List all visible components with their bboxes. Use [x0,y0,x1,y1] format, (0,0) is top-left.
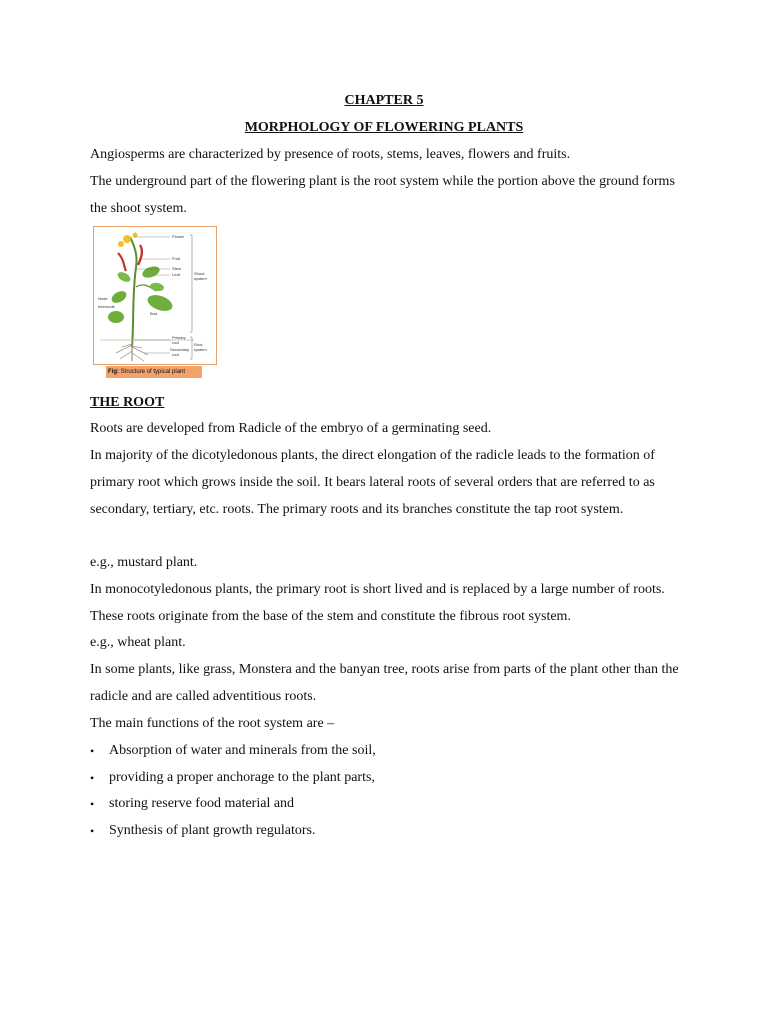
list-item [90,738,690,765]
root-paragraph-3: In monocotyledonous plants, the primary root is short lived and is replaced by a large number of roots. These roots originate from the base of the stem and constitute the fibrous root system. [90,582,665,624]
label-internode: Internode [98,304,115,309]
plant-structure-figure [93,226,217,381]
figure-frame [93,226,217,365]
label-primary-root-2: root [172,340,179,345]
intro-paragraph-2: The underground part of the flowering plant is the root system while the portion above the ground forms the shoot system. [90,174,675,216]
root-paragraph-1: Roots are developed from Radicle of the embryo of a germinating seed. [90,421,492,436]
label-root-system-1: Root [194,342,203,347]
label-secondary-root-1: Secondary [170,347,190,352]
root-paragraph-2: In majority of the dicotyledonous plants, the direct elongation of the radicle leads to the formation of primary root which grows inside the soil. It bears lateral roots of several orders that are referred to as secondary, tertiary, etc. roots. The primary roots and its branches constitute the tap root system. [90,448,655,517]
label-fruit: Fruit [172,256,180,261]
list-item-text: providing a proper anchorage to the plant parts, [109,769,375,785]
label-flower: Flower [172,234,185,239]
label-node: Node [98,296,108,301]
list-item [90,818,690,845]
chapter-number: CHAPTER 5 [344,93,424,108]
list-item-text: Absorption of water and minerals from the soil, [109,743,376,758]
list-item-text: storing reserve food material and [109,796,295,811]
label-root-system-2: system [194,347,207,352]
plant-diagram [94,227,216,364]
label-leaf: Leaf [172,272,180,277]
root-functions-list [90,738,690,844]
bullet-icon: • [90,770,95,785]
chapter-title: MORPHOLOGY OF FLOWERING PLANTS [244,120,524,135]
label-bud: Bud [150,311,158,316]
figure-caption-prefix: Fig: [108,369,119,375]
intro-paragraph-1: Angiosperms are characterized by presence of roots, stems, leaves, flowers and fruits. [90,147,571,162]
figure-caption [106,366,202,378]
section-heading-root: THE ROOT [90,395,165,410]
label-secondary-root-2: root [172,352,179,357]
root-example-1: e.g., mustard plant. [90,555,198,570]
label-shoot-system-2: system [194,276,207,281]
figure-caption-text: Structure of typical plant [119,369,186,375]
label-primary-root-1: Primary [172,335,186,340]
bullet-icon: • [90,823,95,838]
list-item [90,791,690,818]
label-shoot-system-1: Shoot [194,271,205,276]
list-item-text: Synthesis of plant growth regulators. [109,822,316,838]
root-paragraph-4: In some plants, like grass, Monstera and the banyan tree, roots arise from parts of the plant other than the radicle and are called adventitious roots. [90,662,679,704]
root-example-2: e.g., wheat plant. [90,635,186,650]
root-functions-intro: The main functions of the root system are – [90,716,335,731]
bullet-icon: • [90,744,95,758]
list-item [90,765,690,792]
label-stem: Stem [172,266,182,271]
bullet-icon: • [90,797,95,811]
